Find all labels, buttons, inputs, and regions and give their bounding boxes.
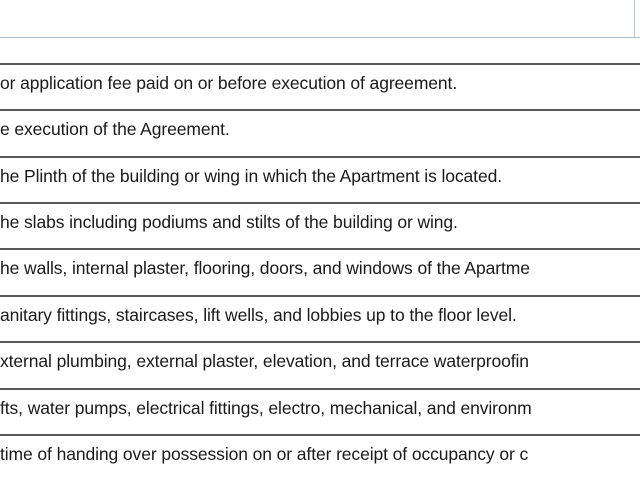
table-row — [0, 295, 640, 325]
column-divider — [634, 0, 635, 37]
table-cell: time of handing over possession on or after receipt of occupancy or c — [0, 444, 529, 464]
table-cell: e execution of the Agreement. — [0, 119, 230, 139]
table-cell: or application fee paid on or before execution of agreement. — [0, 73, 458, 93]
table-row — [0, 156, 640, 186]
table-cell: he walls, internal plaster, flooring, doors, and windows of the Apartme — [0, 258, 530, 278]
table-cell: he Plinth of the building or wing in which the Apartment is located. — [0, 166, 502, 186]
header-area — [0, 0, 640, 37]
table-row — [0, 434, 640, 464]
table-row — [0, 341, 640, 371]
table-row — [0, 202, 640, 232]
table-row — [0, 63, 640, 93]
table-row — [0, 388, 640, 418]
header-divider — [0, 37, 640, 38]
table-cell: anitary fittings, staircases, lift wells, and lobbies up to the floor level. — [0, 305, 517, 325]
table-row — [0, 248, 640, 278]
table-cell: he slabs including podiums and stilts of the building or wing. — [0, 212, 458, 232]
table-cell: xternal plumbing, external plaster, elevation, and terrace waterproofin — [0, 351, 529, 371]
table-row — [0, 109, 640, 139]
table-cell: fts, water pumps, electrical fittings, electro, mechanical, and environm — [0, 398, 532, 418]
